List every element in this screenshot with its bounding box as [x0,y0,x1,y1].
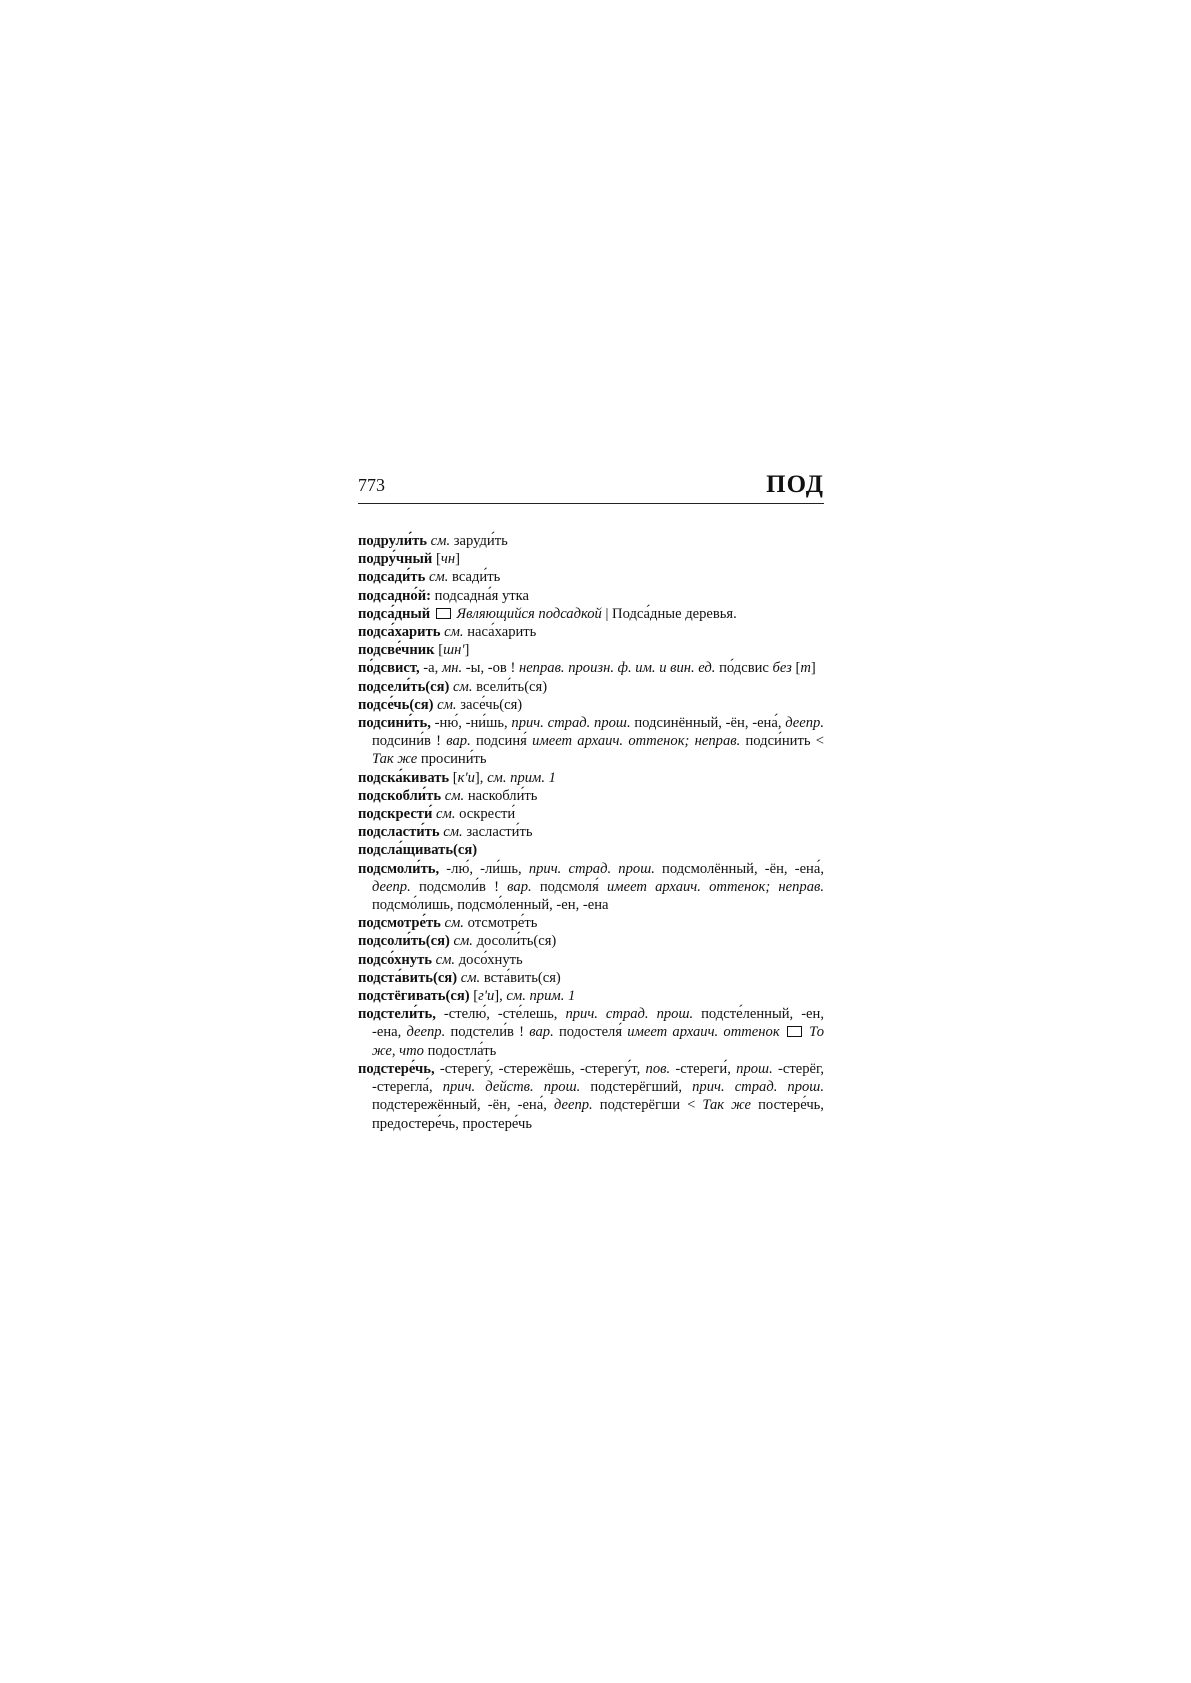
entry-text: отсмотре́ть [463,915,538,932]
entry-text: [ [469,988,479,1005]
entry-text: -стелю́, -сте́лешь, [435,1006,566,1023]
entry-note: прош. [736,1060,773,1077]
entry-text: подсиня́ [470,733,533,750]
dictionary-entry [358,550,824,568]
entry-text: оскрести́ [455,806,516,823]
dictionary-entry [358,532,824,550]
entry-note: см. [435,951,456,968]
dictionary-entry [358,1060,824,1133]
dictionary-entry [358,568,824,586]
entry-note: деепр. [785,715,825,732]
entry-note: мн. [441,660,463,677]
entry-headword: подру́чный [358,551,433,568]
entry-text: подсмоли́в ! [410,878,508,895]
running-head: ПОД [766,471,824,498]
entry-headword: подсе́чь(ся) [358,696,434,713]
entry-text: -лю́, -ли́шь, [439,860,529,877]
entry-note: см. [453,678,473,695]
entry-text: подостеля́ [553,1024,628,1041]
dictionary-entry [358,787,824,805]
entry-headword: подска́кивать [358,769,450,786]
entry-headword: подстере́чь, [358,1060,435,1077]
definition-box-icon [787,1026,802,1037]
entry-note: см. [460,969,481,986]
dictionary-entry [358,914,824,932]
dictionary-entry [358,714,824,769]
entry-note: деепр. [553,1097,593,1114]
dictionary-entry [358,805,824,823]
entry-headword: подста́вить(ся) [358,969,458,986]
entry-headword: по́дсвист, [358,660,420,677]
entry-text: -стерёг, -стерегла́, [372,1060,824,1096]
page-header [358,471,824,504]
entry-text: вста́вить(ся) [480,969,561,986]
header-rule [358,503,824,504]
entry-text: заруди́ть [450,533,508,549]
entry-note: прич. действ. прош. [442,1079,581,1096]
entry-text: досоли́ть(ся) [472,933,557,950]
entry-note: имеет архаич. оттенок; неправ. [532,733,741,750]
entry-note: см. прим. 1 [506,988,576,1005]
dictionary-entry [358,932,824,950]
entry-note: см. [443,824,463,841]
entry-note: деепр. [372,878,411,895]
entry-note: см. [437,696,457,713]
dictionary-entry [358,659,824,677]
entry-headword: подсели́ть(ся) [358,678,450,695]
entry-text: подстережённый, -ён, -ена́, [372,1097,554,1114]
entry-note: см. [444,787,465,804]
entry-note: см. [436,806,456,823]
entry-text: подсинённый, -ён, -ена́, [630,715,786,732]
entry-text: [ [434,642,444,659]
entry-text: ], [494,988,507,1005]
entry-note: деепр. [406,1024,446,1041]
entry-text: наса́харить [463,624,537,641]
entry-note: То же, что [372,1024,825,1059]
entry-text: -стереги́, [670,1060,737,1077]
entry-text: наскобли́ть [464,787,538,804]
entry-note: прич. страд. прош. [692,1079,824,1096]
entry-note: неправ. произн. ф. им. и вин. ед. [518,660,716,677]
dictionary-entry [358,678,824,696]
entry-text: постере́чь, предостере́чь, простере́чь [372,1097,824,1132]
entry-note: Так же [372,751,418,768]
entry-text [780,1024,785,1040]
entry-note: шн' [443,642,465,659]
entry-text: -ы, -ов ! [462,660,519,677]
entry-note: к'и [457,769,475,786]
page-number: 773 [358,475,385,495]
entry-note: прич. страд. прош. [511,715,631,732]
entry-note: см. [428,569,449,586]
entry-headword: подса́дный [358,605,431,622]
entry-note: см. [444,624,464,641]
dictionary-entry [358,987,824,1005]
entry-text: подсмо́лишь, подсмо́ленный, -ен, -ена [372,897,609,914]
entry-text: подси́нить < [740,733,824,750]
entry-text: [ [449,769,458,786]
entry-text: ] [810,660,816,677]
entry-note: г'и [478,988,495,1005]
dictionary-entry [358,969,824,987]
entry-text: засе́чь(ся) [456,696,523,713]
entry-headword: подсини́ть, [358,715,431,732]
dictionary-entry [358,623,824,641]
entry-note: имеет архаич. оттенок; неправ. [607,878,824,895]
entry-text: всади́ть [448,569,501,586]
entry-text: [ [432,551,441,568]
dictionary-entry [358,641,824,659]
entry-headword: подсоли́ть(ся) [358,933,450,950]
entry-text: досо́хнуть [455,951,523,968]
entry-note: см. прим. 1 [487,769,556,786]
entry-text: засласти́ть [462,824,533,841]
entry-text: ] [464,642,470,659]
entry-headword: подсмотре́ть [358,915,441,932]
entry-text: подстерёгши < [592,1097,703,1114]
entry-note: прич. страд. прош. [528,860,655,877]
entry-list [358,532,824,1133]
entry-headword: подсве́чник [358,642,435,659]
dictionary-entry [358,823,824,841]
entry-text: подостла́ть [423,1042,497,1059]
entry-note: Так же [702,1097,752,1114]
entry-text: по́дсвис [715,660,773,677]
entry-text: [ [791,660,801,677]
entry-headword: подскрести́ [358,806,433,823]
entry-text: подсмоля́ [531,878,607,895]
entry-text: подсте́ленный, -ен, -ена, [372,1006,824,1041]
entry-note: без [772,660,792,677]
entry-text: -стерегу́, -стережёшь, -стерегу́т, [434,1060,646,1077]
entry-text: ], [474,769,488,786]
entry-note: имеет архаич. оттенок [627,1024,780,1041]
entry-text: -ню́, -ни́шь, [430,715,512,732]
entry-headword: подстели́ть, [358,1006,436,1023]
entry-headword: подсмоли́ть, [358,860,440,877]
entry-text [430,606,434,622]
entry-headword: подстёгивать(ся) [358,988,470,1005]
entry-headword: подсадно́й: [358,587,431,604]
entry-headword: подсо́хнуть [358,951,432,968]
entry-text: подстели́в ! [445,1024,530,1041]
dictionary-entry [358,587,824,605]
entry-headword: подрули́ть [358,533,428,549]
entry-note: чн [440,551,456,568]
dictionary-entry [358,605,824,623]
entry-text: подсадна́я утка [430,587,529,604]
definition-box-icon [436,608,451,619]
dictionary-entry [358,841,824,859]
entry-note: Являющийся подсадкой [456,605,602,622]
dictionary-entry [358,951,824,969]
entry-note: пов. [645,1060,671,1077]
entry-note: вар. [529,1024,554,1041]
entry-note: вар. [446,733,471,750]
entry-text: -а, [419,660,442,677]
entry-headword: подсла́щивать(ся) [358,842,478,859]
entry-headword: подсади́ть [358,569,426,586]
entry-text: подсини́в ! [372,733,447,750]
entry-headword: подсласти́ть [358,824,440,841]
entry-note: см. [453,933,473,950]
dictionary-entry [358,860,824,915]
entry-text: подстерёгший, [580,1079,693,1096]
entry-text: всели́ть(ся) [472,678,548,695]
entry-text: | Подса́дные деревья. [601,605,737,622]
entry-text: просини́ть [417,751,487,768]
entry-headword: подскобли́ть [358,787,442,804]
entry-note: см. [430,533,451,549]
entry-note: прич. страд. прош. [565,1006,694,1023]
entry-note: т [800,660,811,677]
entry-note: см. [444,915,464,932]
entry-note: вар. [507,878,532,895]
entry-headword: подса́харить [358,624,441,641]
dictionary-entry [358,1005,824,1060]
entry-text: ] [455,551,460,568]
entry-text: подсмолённый, -ён, -ена́, [654,860,824,877]
dictionary-entry [358,696,824,714]
dictionary-entry [358,769,824,787]
